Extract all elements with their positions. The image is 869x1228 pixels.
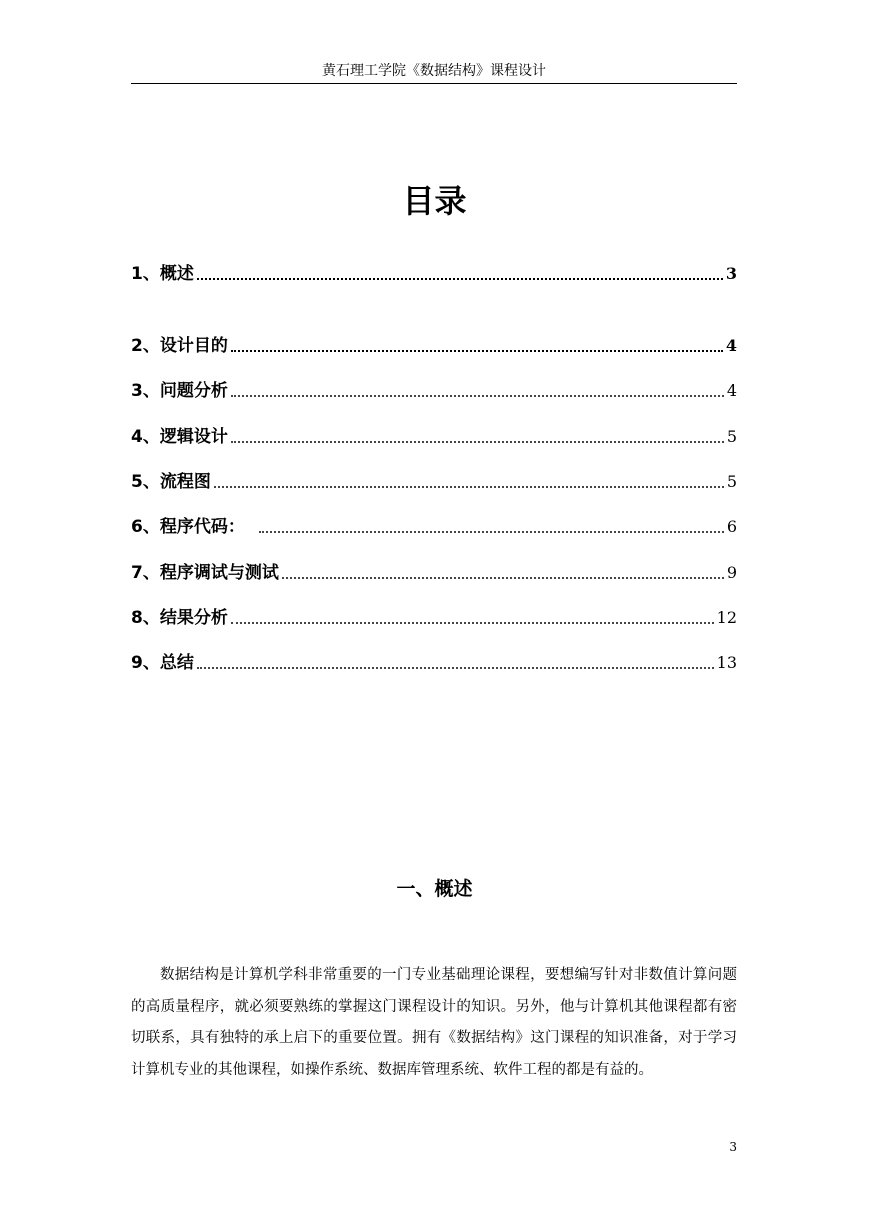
toc-entry-8[interactable] bbox=[131, 605, 737, 629]
header-rule bbox=[131, 83, 737, 84]
toc-entry-label: 9、总结 bbox=[131, 653, 194, 673]
toc-dot-leader bbox=[231, 394, 724, 397]
toc-entry-9[interactable] bbox=[131, 650, 737, 674]
toc-entry-page: 3 bbox=[725, 264, 737, 283]
toc-entry-page: 12 bbox=[716, 608, 737, 627]
toc-entry-page: 4 bbox=[725, 336, 737, 355]
toc-dot-leader bbox=[282, 576, 724, 579]
section-body-paragraph: 数据结构是计算机学科非常重要的一门专业基础理论课程，要想编写针对非数值计算问题的高质量程序，就必须要熟练的掌握这门课程设计的知识。另外，他与计算机其他课程都有密切联系，具有独特的承上启下的重要位置。拥有《数据结构》这门课程的知识准备，对于学习计算机专业的其他课程，如操作系统、数据库管理系统、软件工程的都是有益的。 bbox=[131, 967, 737, 1078]
toc-entry-2[interactable] bbox=[131, 333, 737, 357]
toc-entry-5[interactable] bbox=[131, 469, 737, 493]
toc-entry-label: 6、程序代码： bbox=[131, 517, 245, 537]
toc-dot-leader bbox=[197, 277, 723, 280]
toc-entry-4[interactable] bbox=[131, 424, 737, 448]
toc-entry-label: 4、逻辑设计 bbox=[131, 427, 228, 447]
toc-entry-page: 9 bbox=[726, 563, 737, 582]
page-header: 黄石理工学院《数据结构》课程设计 bbox=[322, 63, 546, 79]
toc-entry-page: 4 bbox=[726, 381, 737, 400]
toc-dot-leader bbox=[231, 349, 723, 352]
toc-entry-1[interactable] bbox=[131, 261, 737, 285]
toc-entry-page: 5 bbox=[726, 472, 737, 491]
toc-entry-label: 7、程序调试与测试 bbox=[131, 563, 279, 583]
toc-dot-leader bbox=[259, 530, 724, 533]
toc-dot-leader bbox=[197, 666, 714, 669]
toc-dot-leader bbox=[214, 485, 724, 488]
toc-entry-page: 6 bbox=[726, 517, 737, 536]
page-number: 3 bbox=[729, 1140, 737, 1154]
toc-entry-7[interactable] bbox=[131, 560, 737, 584]
toc-entry-page: 13 bbox=[716, 653, 737, 672]
toc-dot-leader bbox=[231, 621, 714, 624]
toc-entry-label: 3、问题分析 bbox=[131, 381, 228, 401]
toc-entry-label: 8、结果分析 bbox=[131, 608, 228, 628]
toc-entry-label: 5、流程图 bbox=[131, 472, 211, 492]
toc-entry-6[interactable] bbox=[131, 514, 737, 538]
section-title: 一、概述 bbox=[396, 878, 473, 900]
toc-title: 目录 bbox=[402, 182, 467, 220]
toc-entry-label: 2、设计目的 bbox=[131, 336, 228, 356]
toc-entry-3[interactable] bbox=[131, 378, 737, 402]
toc-dot-leader bbox=[231, 440, 724, 443]
toc-entry-label: 1、概述 bbox=[131, 264, 194, 284]
toc-entry-page: 5 bbox=[726, 427, 737, 446]
